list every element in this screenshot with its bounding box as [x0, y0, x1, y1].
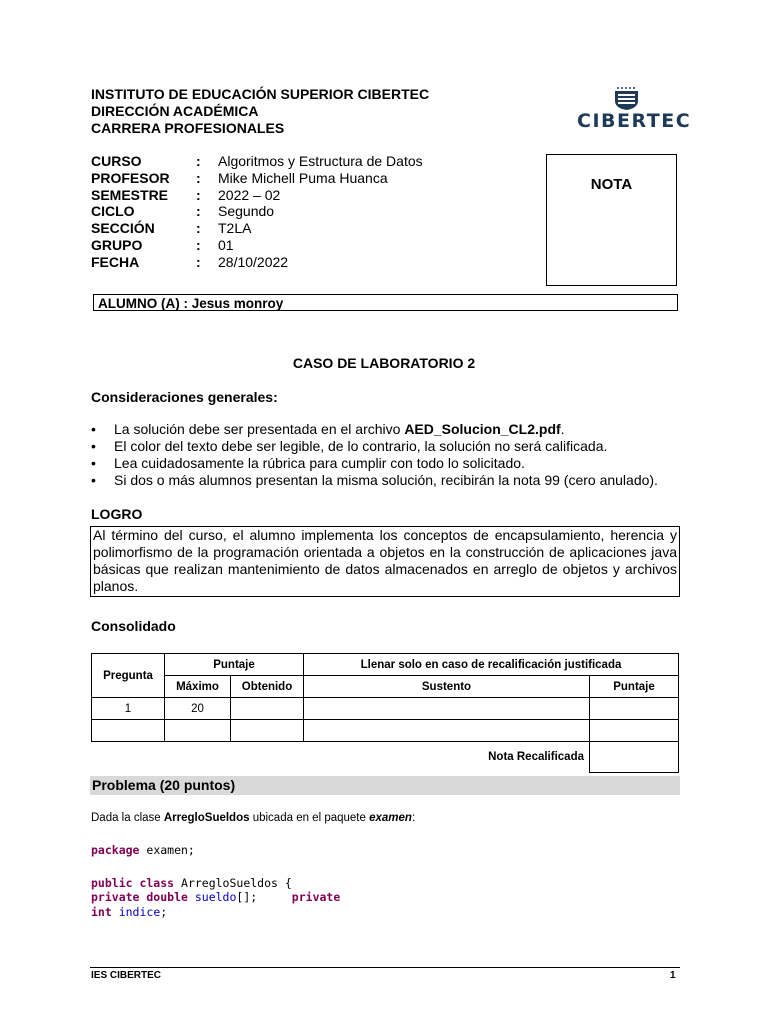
considerations-heading: Consideraciones generales: [91, 389, 278, 405]
cell-sustento [304, 720, 590, 742]
info-row-profesor [91, 170, 423, 187]
info-value: Algoritmos y Estructura de Datos [218, 153, 423, 169]
bullet: • [91, 421, 96, 437]
nota-recalificada-label: Nota Recalificada [488, 751, 584, 764]
code-text: examen; [139, 843, 195, 857]
header-line-2: DIRECCIÓN ACADÉMICA [91, 103, 259, 119]
shield-icon [577, 86, 677, 110]
info-value: 2022 – 02 [218, 186, 281, 203]
cell-maximo [165, 720, 231, 742]
info-colon: : [196, 220, 201, 237]
list-item [91, 455, 658, 472]
col-puntaje-header: Puntaje [165, 654, 304, 676]
cell-pregunta [92, 720, 165, 742]
cell-puntaje [590, 720, 679, 742]
code-keyword: private double [91, 890, 188, 904]
bullet: • [91, 438, 96, 454]
info-colon: : [196, 186, 201, 203]
list-item-text: Lea cuidadosamente la rúbrica para cumplir con todo lo solicitado. [114, 455, 525, 471]
info-row-fecha [91, 254, 423, 271]
cibertec-logo [577, 86, 692, 134]
cell-sustento [304, 698, 590, 720]
code-text: ArregloSueldos { [174, 876, 292, 890]
list-item-text-part: . [560, 421, 565, 437]
code-text: ; [160, 905, 168, 919]
info-row-semestre [91, 187, 423, 204]
footer-divider [90, 967, 680, 968]
logo-text: CIBERTEC [577, 110, 692, 132]
code-line-4 [91, 905, 167, 919]
logro-text: Al término del curso, el alumno implementa los conceptos de encapsulamiento, herencia y polimorfismo de la programación orientada a objetos en la construcción de aplicaciones java básicas que realizan mantenimiento de datos almacenados en arreglo de objetos y archivos planos. [90, 526, 680, 597]
logro-heading: LOGRO [91, 506, 143, 522]
info-key: PROFESOR [91, 169, 170, 186]
col-puntaje-recal-header: Puntaje [590, 676, 679, 698]
code-field: sueldo [187, 890, 237, 904]
package-name: examen [369, 812, 412, 824]
code-keyword: private [291, 890, 341, 904]
list-item [91, 421, 658, 438]
grading-table [91, 653, 679, 773]
col-obtenido-header: Obtenido [231, 676, 304, 698]
table-row [92, 698, 679, 720]
header-line-3: CARRERA PROFESIONALES [91, 120, 285, 136]
code-keyword: package [91, 843, 140, 857]
info-key: CICLO [91, 203, 135, 220]
bullet: • [91, 472, 96, 488]
consolidated-heading: Consolidado [91, 618, 176, 634]
list-item [91, 438, 658, 455]
code-keyword: public class [91, 876, 175, 890]
list-item-text: Si dos o más alumnos presentan la misma solución, recibirán la nota 99 (cero anulado). [114, 472, 658, 488]
list-item [91, 472, 658, 489]
code-text: []; [236, 890, 292, 904]
course-info [91, 153, 423, 271]
col-maximo-header: Máximo [165, 676, 231, 698]
institution-header [91, 86, 429, 137]
code-line-2 [91, 876, 292, 890]
nota-recalificada-cell [590, 742, 679, 773]
code-line-1 [91, 843, 195, 857]
info-row-curso [91, 153, 423, 170]
info-value: Segundo [218, 203, 275, 220]
document-title: CASO DE LABORATORIO 2 [292, 355, 476, 371]
header-line-1: INSTITUTO DE EDUCACIÓN SUPERIOR CIBERTEC [91, 86, 430, 102]
info-value: T2LA [218, 220, 252, 237]
solution-filename: AED_Solucion_CL2.pdf [404, 421, 561, 437]
class-name: ArregloSueldos [163, 812, 250, 824]
col-recalificacion-header: Llenar solo en caso de recalificación justificada [304, 654, 679, 676]
list-item-text [114, 421, 565, 438]
info-colon: : [196, 253, 201, 270]
cell-obtenido [231, 698, 304, 720]
col-sustento-header: Sustento [304, 676, 590, 698]
bullet: • [91, 455, 96, 471]
problem-intro [91, 812, 415, 824]
student-name-field: ALUMNO (A) : Jesus monroy [93, 294, 678, 311]
code-keyword: int [91, 905, 112, 919]
grade-label: NOTA [590, 176, 633, 193]
intro-text: : [411, 812, 416, 824]
intro-text: ubicada en el paquete [249, 812, 370, 824]
considerations-list [91, 421, 658, 489]
info-row-ciclo [91, 203, 423, 220]
cell-pregunta: 1 [92, 698, 165, 720]
info-value: 01 [218, 236, 234, 253]
footer-institution: IES CIBERTEC [91, 970, 162, 981]
info-colon: : [196, 203, 201, 220]
page-number: 1 [670, 970, 676, 981]
info-colon: : [196, 153, 201, 169]
info-row-seccion [91, 220, 423, 237]
list-item-text: El color del texto debe ser legible, de lo contrario, la solución no será calificada. [114, 438, 608, 454]
info-key: CURSO [91, 153, 142, 169]
cell-obtenido [231, 720, 304, 742]
info-value: 28/10/2022 [218, 253, 289, 270]
cell-maximo: 20 [165, 698, 231, 720]
problem-heading: Problema (20 puntos) [90, 776, 680, 795]
info-row-grupo [91, 237, 423, 254]
cell-puntaje [590, 698, 679, 720]
info-key: GRUPO [91, 236, 143, 253]
code-line-3 [91, 890, 340, 904]
info-colon: : [196, 236, 201, 253]
info-colon: : [196, 169, 201, 186]
info-key: FECHA [91, 253, 140, 270]
intro-text: Dada la clase [91, 812, 164, 824]
info-value: Mike Michell Puma Huanca [218, 169, 388, 186]
code-field: indice [111, 905, 161, 919]
info-key: SEMESTRE [91, 186, 169, 203]
grade-box [546, 154, 677, 286]
list-item-text-part: La solución debe ser presentada en el archivo [114, 421, 405, 437]
table-row [92, 720, 679, 742]
info-key: SECCIÓN [91, 220, 155, 237]
col-pregunta-header: Pregunta [92, 654, 165, 698]
